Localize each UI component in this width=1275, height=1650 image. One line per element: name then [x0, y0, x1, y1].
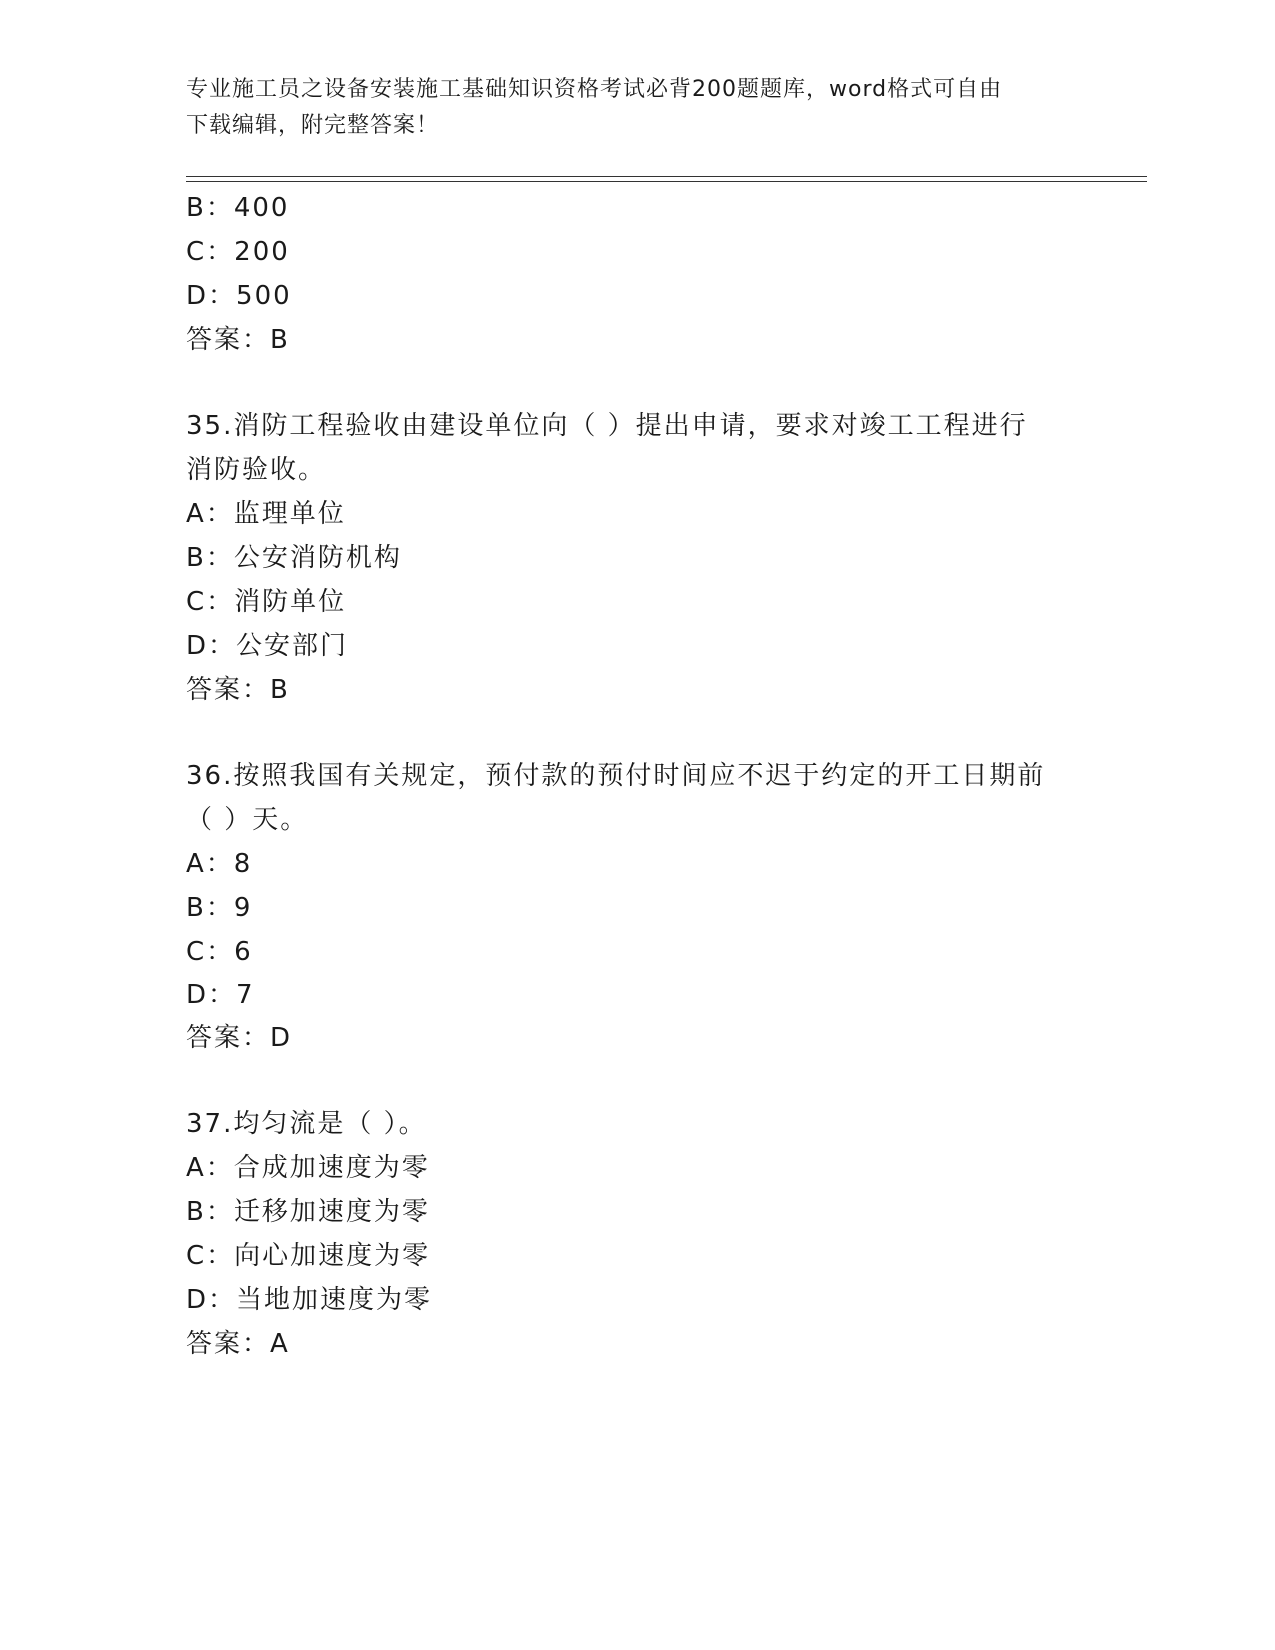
- option-b: B：400: [186, 193, 290, 223]
- question-37-option-a: A：合成加速度为零: [186, 1153, 430, 1183]
- question-36-option-a: A：8: [186, 849, 253, 879]
- answer-line: 答案：B: [186, 325, 290, 355]
- header-rule-top: [186, 176, 1147, 177]
- option-c: C：200: [186, 237, 290, 267]
- question-36-answer: 答案：D: [186, 1023, 293, 1053]
- question-36-stem-line-1: 36.按照我国有关规定，预付款的预付时间应不迟于约定的开工日期前: [186, 761, 1046, 791]
- question-36-option-b: B：9: [186, 893, 253, 923]
- question-35-stem-line-2: 消防验收。: [186, 455, 327, 485]
- header-rule-bottom: [186, 181, 1147, 182]
- question-35-option-c: C：消防单位: [186, 587, 347, 617]
- option-d: D：500: [186, 281, 292, 311]
- question-36-option-c: C：6: [186, 937, 253, 967]
- question-35-option-a: A：监理单位: [186, 499, 346, 529]
- question-37-option-d: D：当地加速度为零: [186, 1285, 433, 1315]
- question-35-option-b: B：公安消防机构: [186, 543, 402, 573]
- question-35-answer: 答案：B: [186, 675, 290, 705]
- question-36-option-d: D：7: [186, 980, 255, 1010]
- document-header: [186, 72, 1086, 144]
- question-37-answer: 答案：A: [186, 1329, 290, 1359]
- header-line-2: 下载编辑，附完整答案！: [186, 113, 440, 138]
- question-37-stem: 37.均匀流是（ ）。: [186, 1109, 427, 1139]
- question-36-stem-line-2: （ ）天。: [186, 805, 309, 835]
- question-35-stem-line-1: 35.消防工程验收由建设单位向（ ）提出申请，要求对竣工工程进行: [186, 411, 1028, 441]
- question-35-option-d: D：公安部门: [186, 631, 349, 661]
- header-line-1: 专业施工员之设备安装施工基础知识资格考试必背200题题库，word格式可自由: [186, 77, 1003, 102]
- question-37-option-b: B：迁移加速度为零: [186, 1197, 430, 1227]
- question-37-option-c: C：向心加速度为零: [186, 1241, 431, 1271]
